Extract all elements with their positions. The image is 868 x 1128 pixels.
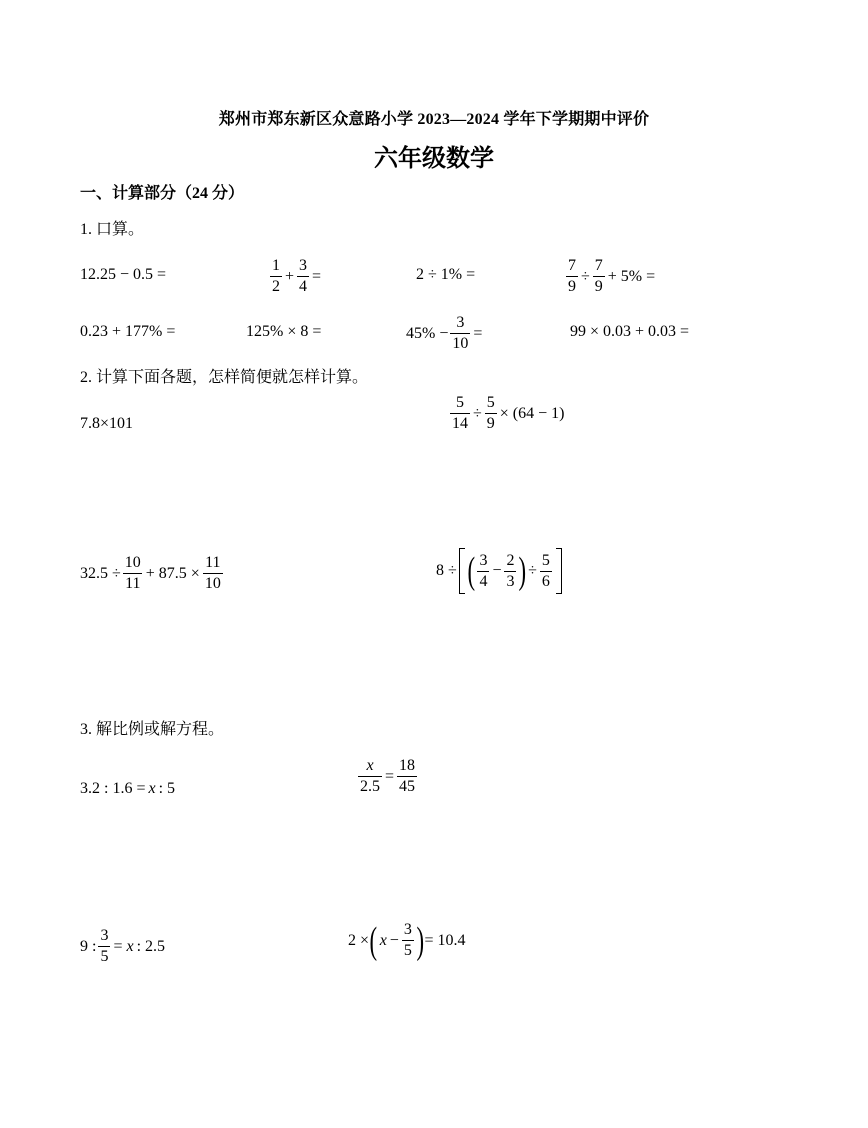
denominator: 2.5 bbox=[360, 778, 380, 795]
denominator: 10 bbox=[204, 575, 221, 592]
fraction bbox=[397, 756, 417, 797]
q2-item-d bbox=[436, 548, 564, 594]
q3-item-d bbox=[348, 920, 466, 961]
expression-prefix: 9 : bbox=[80, 937, 97, 955]
q1-item-g bbox=[406, 313, 483, 354]
expression-text: 99 × 0.03 + 0.03 = bbox=[570, 323, 690, 340]
numerator: 3 bbox=[403, 921, 412, 938]
operator: + bbox=[285, 267, 295, 285]
question-1-title: 1. 口算。 bbox=[80, 221, 145, 238]
fraction bbox=[270, 256, 282, 297]
numerator: 7 bbox=[594, 257, 603, 274]
expression-text: 7.8×101 bbox=[80, 415, 134, 432]
subject-title: 六年级数学 bbox=[374, 146, 494, 172]
numerator: 3 bbox=[479, 551, 488, 569]
denominator: 6 bbox=[541, 572, 550, 590]
denominator: 9 bbox=[568, 278, 576, 295]
school-title: 郑州市郑东新区众意路小学 2023—2024 学年下学期期中评价 bbox=[218, 111, 650, 128]
q2-item-b bbox=[448, 393, 565, 434]
question-3-title: 3. 解比例或解方程。 bbox=[80, 721, 225, 738]
left-paren: ( bbox=[369, 919, 378, 962]
q1-item-d bbox=[564, 256, 656, 297]
q2-item-a bbox=[80, 415, 133, 433]
operator: − bbox=[389, 931, 399, 949]
expression-text: 2 ÷ 1% = bbox=[416, 266, 476, 283]
equals-sign: = bbox=[113, 937, 123, 955]
q1-item-h bbox=[570, 323, 689, 341]
q1-item-a bbox=[80, 266, 166, 284]
fraction bbox=[123, 553, 143, 594]
numerator: 11 bbox=[205, 554, 221, 571]
expression-text: 125% × 8 = bbox=[246, 323, 322, 340]
variable: x bbox=[126, 937, 134, 955]
fraction bbox=[358, 756, 382, 797]
right-bracket bbox=[556, 548, 562, 594]
denominator: 5 bbox=[100, 948, 109, 965]
numerator: 2 bbox=[506, 551, 515, 569]
q2-item-c bbox=[80, 553, 225, 594]
operator: ÷ bbox=[473, 404, 482, 422]
fraction bbox=[540, 551, 552, 592]
numerator: 5 bbox=[486, 394, 495, 411]
q1-item-f bbox=[246, 323, 321, 341]
fraction bbox=[477, 551, 489, 592]
denominator: 45 bbox=[399, 778, 416, 795]
expression-tail: : 5 bbox=[158, 780, 176, 797]
right-paren: ) bbox=[416, 919, 424, 962]
operator: ÷ bbox=[528, 562, 537, 579]
numerator: 5 bbox=[456, 394, 464, 411]
fraction bbox=[450, 313, 470, 354]
fraction bbox=[297, 256, 309, 297]
equals-sign: = bbox=[385, 767, 395, 785]
expression-text: 12.25 − 0.5 = bbox=[80, 266, 167, 283]
expression-tail: : 2.5 bbox=[136, 937, 166, 955]
fraction bbox=[98, 926, 110, 967]
expression-text: 0.23 + 177% = bbox=[80, 323, 176, 340]
expression-prefix: 2 × bbox=[348, 931, 370, 949]
equals-sign: = bbox=[473, 324, 483, 342]
numerator: 5 bbox=[541, 551, 550, 569]
left-paren: ( bbox=[467, 550, 475, 592]
fraction bbox=[485, 393, 497, 434]
expression-prefix: 45% − bbox=[406, 324, 449, 342]
denominator: 2 bbox=[272, 278, 280, 295]
q1-item-c bbox=[416, 266, 475, 284]
left-bracket bbox=[459, 548, 465, 594]
denominator: 3 bbox=[506, 572, 515, 590]
expression-tail: + 5% = bbox=[607, 267, 656, 285]
q1-item-e bbox=[80, 323, 175, 341]
variable: x bbox=[379, 931, 387, 949]
numerator: 3 bbox=[299, 257, 308, 274]
question-2-title: 2. 计算下面各题，怎样简便就怎样计算。 bbox=[80, 369, 369, 386]
operator: + 87.5 × bbox=[145, 564, 200, 582]
section-title: 一、计算部分（24 分） bbox=[80, 185, 245, 202]
fraction bbox=[450, 393, 470, 434]
expression-tail: × (64 − 1) bbox=[499, 404, 565, 422]
numerator: 18 bbox=[399, 757, 416, 774]
fraction bbox=[203, 553, 223, 594]
right-paren: ) bbox=[519, 550, 527, 592]
denominator: 4 bbox=[479, 572, 488, 590]
operator: ÷ bbox=[581, 267, 590, 285]
numerator: 1 bbox=[272, 257, 280, 274]
numerator: 3 bbox=[456, 314, 465, 331]
expression-prefix: 32.5 ÷ bbox=[80, 564, 121, 582]
fraction bbox=[504, 551, 516, 592]
fraction bbox=[566, 256, 578, 297]
variable: x bbox=[148, 780, 156, 797]
denominator: 9 bbox=[486, 415, 495, 432]
q3-item-c bbox=[80, 926, 165, 967]
fraction bbox=[593, 256, 605, 297]
expression-prefix: 3.2 : 1.6 = bbox=[80, 780, 146, 797]
q3-item-b bbox=[356, 756, 419, 797]
denominator: 10 bbox=[452, 335, 469, 352]
numerator: 3 bbox=[100, 927, 109, 944]
numerator: 10 bbox=[124, 554, 141, 571]
q3-item-a bbox=[80, 780, 175, 798]
numerator: 7 bbox=[568, 257, 576, 274]
denominator: 11 bbox=[125, 575, 141, 592]
equals-sign: = bbox=[312, 267, 322, 285]
expression-prefix: 8 ÷ bbox=[436, 562, 457, 579]
q1-item-b bbox=[268, 256, 322, 297]
denominator: 14 bbox=[452, 415, 468, 432]
expression-tail: = 10.4 bbox=[424, 931, 466, 949]
fraction bbox=[402, 920, 414, 961]
denominator: 5 bbox=[403, 942, 412, 959]
denominator: 9 bbox=[594, 278, 603, 295]
denominator: 4 bbox=[299, 278, 308, 295]
operator: − bbox=[492, 562, 502, 579]
numerator: x bbox=[366, 757, 374, 774]
